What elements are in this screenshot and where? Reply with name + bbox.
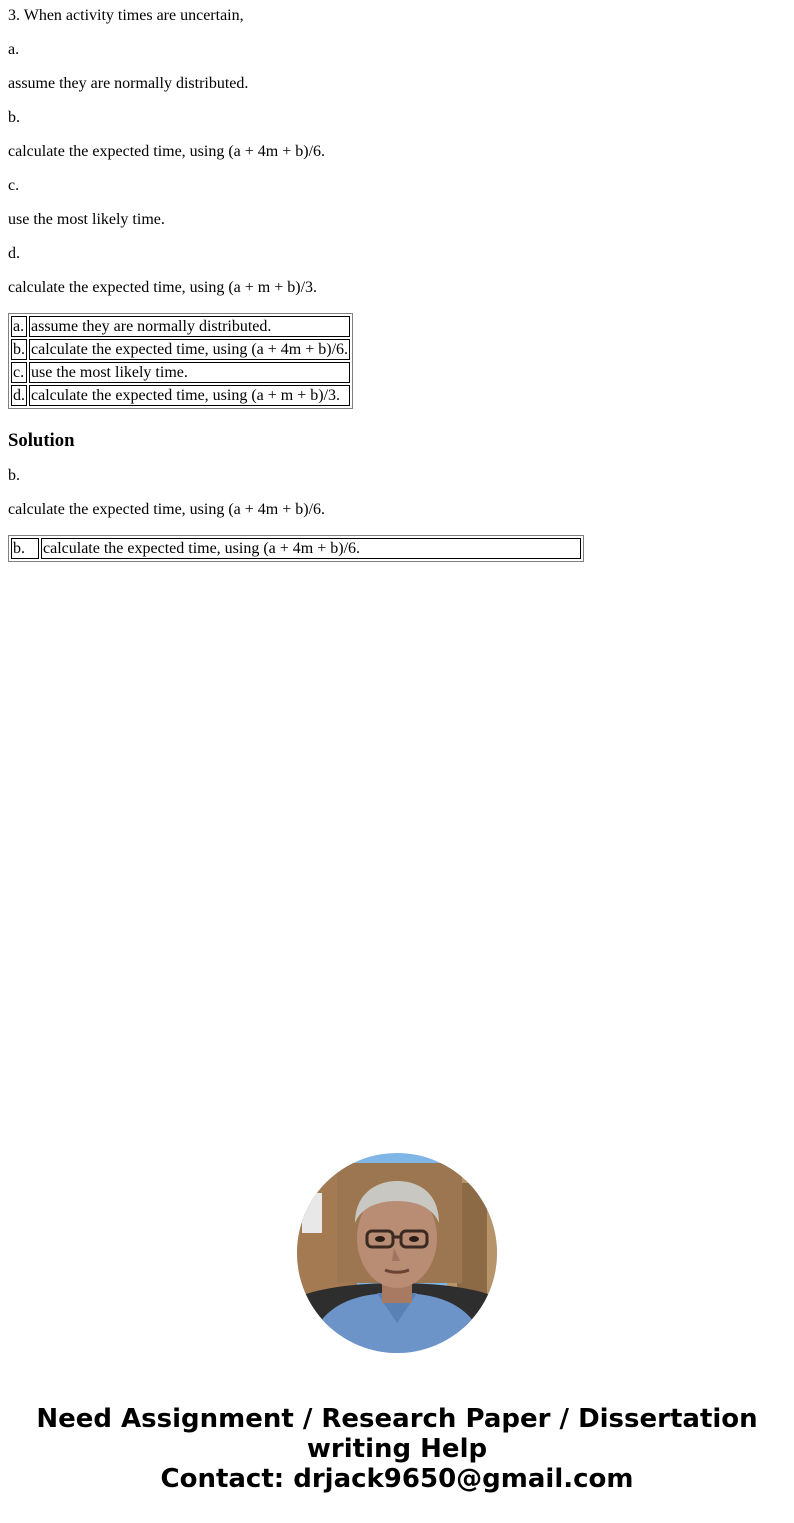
options-table xyxy=(8,313,353,409)
solution-letter-cell: b. xyxy=(11,538,39,559)
solution-text: calculate the expected time, using (a + 4m + b)/6. xyxy=(8,501,326,518)
option-b-text: calculate the expected time, using (a + 4m + b)/6. xyxy=(8,143,326,160)
table-row xyxy=(11,385,350,406)
option-letter-cell: a. xyxy=(11,316,27,337)
table-row xyxy=(11,316,350,337)
option-a-letter: a. xyxy=(8,41,20,58)
option-text-cell: calculate the expected time, using (a + m + b)/3. xyxy=(29,385,350,406)
person-photo-icon xyxy=(297,1153,497,1353)
option-text-cell: calculate the expected time, using (a + 4m + b)/6. xyxy=(31,341,349,358)
option-d-letter: d. xyxy=(8,245,20,262)
option-letter-cell: b. xyxy=(13,341,25,358)
solution-heading: Solution xyxy=(8,430,75,451)
option-letter-cell: d. xyxy=(13,387,25,404)
document-body xyxy=(8,0,786,562)
solution-table xyxy=(8,535,584,562)
promo-contact: Contact: drjack9650@gmail.com xyxy=(160,1464,634,1494)
author-avatar xyxy=(297,1153,497,1353)
promo-line-2: writing Help xyxy=(306,1434,488,1464)
option-a-text: assume they are normally distributed. xyxy=(8,75,249,92)
option-b-letter: b. xyxy=(8,109,20,126)
option-c-letter: c. xyxy=(8,177,20,194)
solution-text-cell: calculate the expected time, using (a + 4m + b)/6. xyxy=(41,538,581,559)
table-row xyxy=(11,362,350,383)
option-text-cell: use the most likely time. xyxy=(29,362,350,383)
option-text-cell: assume they are normally distributed. xyxy=(29,316,350,337)
table-row xyxy=(11,339,350,360)
promo-banner xyxy=(0,1404,794,1494)
question-stem: 3. When activity times are uncertain, xyxy=(8,7,244,24)
promo-line-1: Need Assignment / Research Paper / Dissertation xyxy=(36,1404,758,1434)
table-row xyxy=(11,538,581,559)
option-c-text: use the most likely time. xyxy=(8,211,165,228)
option-letter-cell: c. xyxy=(11,362,27,383)
solution-letter: b. xyxy=(8,467,20,484)
option-d-text: calculate the expected time, using (a + m + b)/3. xyxy=(8,279,318,296)
